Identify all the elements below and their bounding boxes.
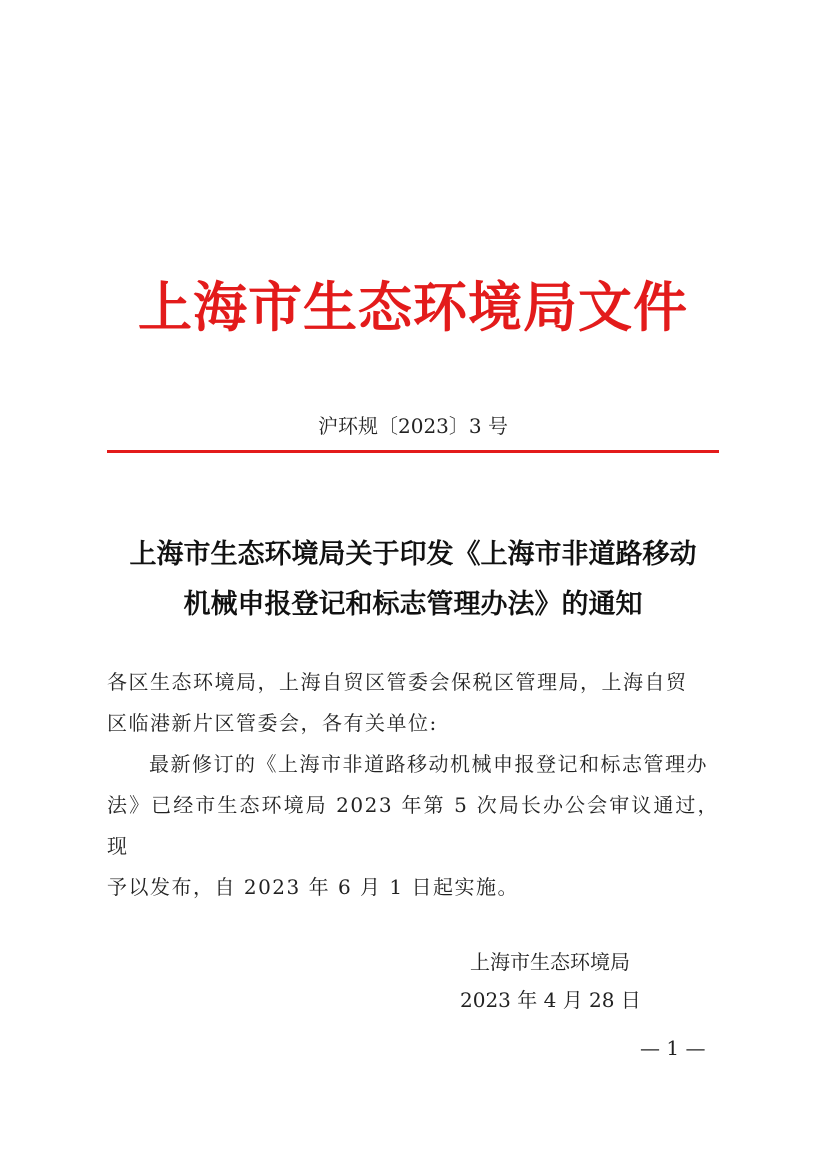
page-number: — 1 — xyxy=(640,1036,706,1060)
signature-issuer: 上海市生态环境局 xyxy=(470,950,630,974)
recipients-line-2: 区临港新片区管委会，各有关单位: xyxy=(107,711,438,735)
issuer-header-title: 上海市生态环境局文件 xyxy=(138,275,688,339)
red-separator-line xyxy=(107,450,719,453)
notice-body xyxy=(107,662,719,908)
notice-title-line-2: 机械申报登记和标志管理办法》的通知 xyxy=(183,589,643,620)
signature-block xyxy=(440,943,660,1019)
signature-date: 2023 年 4 月 28 日 xyxy=(460,988,641,1012)
body-paragraph-line-2: 法》已经市生态环境局 2023 年第 5 次局长办公会审议通过，现 xyxy=(107,793,719,858)
notice-title-line-1: 上海市生态环境局关于印发《上海市非道路移动 xyxy=(129,539,697,570)
document-number: 沪环规〔2023〕3 号 xyxy=(318,414,508,438)
notice-title xyxy=(100,530,726,630)
recipients-line-1: 各区生态环境局，上海自贸区管委会保税区管理局，上海自贸 xyxy=(107,670,688,694)
body-paragraph-line-1: 最新修订的《上海市非道路移动机械申报登记和标志管理办 xyxy=(149,752,708,776)
body-paragraph-line-3: 予以发布，自 2023 年 6 月 1 日起实施。 xyxy=(107,875,519,899)
